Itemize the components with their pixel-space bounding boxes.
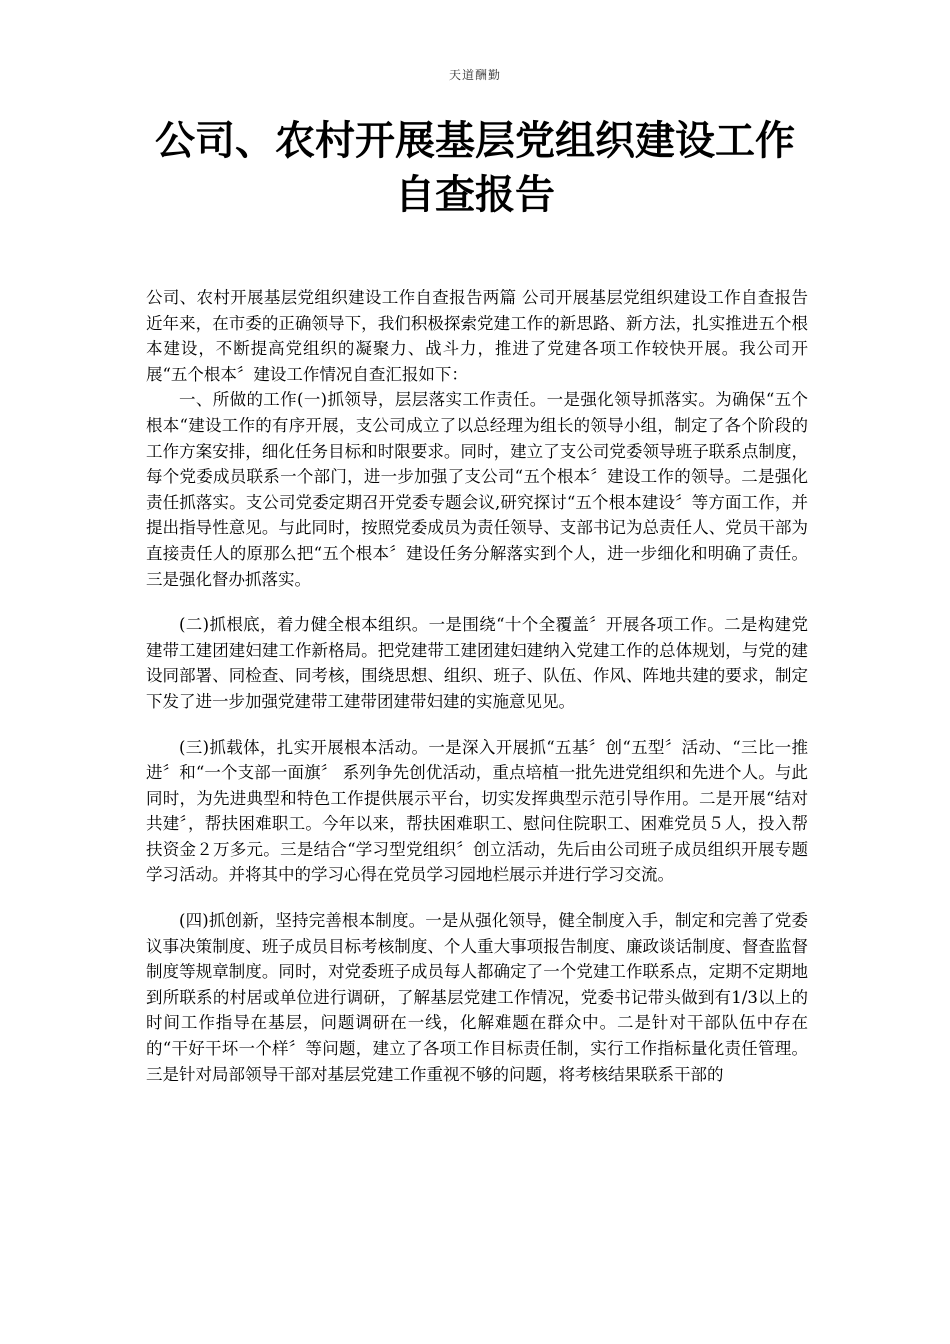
page-header: 天道酬勤 [448,68,501,82]
section-2-paragraph: (二)抓根底，着力健全根本组织。一是围绕“十个全覆盖〞开展各项工作。二是构建党建带工建团建妇建工作新格局。把党建带工建团建妇建纳入党建工作的总体规划，与党的建设同部署、同检查、同考核，围绕思想、组织、班子、队伍、作风、阵地共建的要求，制定下发了进一步加强党建带工建带团建带妇建的实施意见见。 [146,615,808,711]
section-4-paragraph: (四)抓创新，坚持完善根本制度。一是从强化领导，健全制度入手，制定和完善了党委议事决策制度、班子成员目标考核制度、个人重大事项报告制度、廉政谈话制度、督查监督制度等规章制度。同时，对党委班子成员每人都确定了一个党建工作联系点，定期不定期地到所联系的村居或单位进行调研，了解基层党建工作情况，党委书记带头做到有1/3以上的时间工作指导在基层，问题调研在一线，化解难题在群众中。二是针对干部队伍中存在的“干好干坏一个样〞等问题，建立了各项工作目标责任制，实行工作指标量化责任管理。三是针对局部领导干部对基层党建工作重视不够的问题，将考核结果联系干部的 [146,911,808,1084]
intro-paragraph: 公司、农村开展基层党组织建设工作自查报告两篇 公司开展基层党组织建设工作自查报告 近年来，在市委的正确领导下，我们积极探索党建工作的新思路、新方法，扎实推进五个根本建设，不断提高党组织的凝聚力、战斗力，推进了党建各项工作较快开展。我公司开展“五个根本〞建设工作情况自查汇报如下： [146,288,808,384]
section-1-paragraph: 一、所做的工作(一)抓领导，层层落实工作责任。一是强化领导抓落实。为确保“五个根本“建设工作的有序开展，支公司成立了以总经理为组长的领导小组，制定了各个阶段的工作方案安排，细化任务目标和时限要求。同时，建立了支公司党委领导班子联系点制度，每个党委成员联系一个部门，进一步加强了支公司“五个根本〞建设工作的领导。二是强化责任抓落实。支公司党委定期召开党委专题会议,研究探讨“五个根本建设〞等方面工作，并提出指导性意见。与此同时，按照党委成员为责任领导、支部书记为总责任人、党员干部为直接责任人的原那么把“五个根本〞建设任务分解落实到个人，进一步细化和明确了责任。三是强化督办抓落实。 [146,390,808,589]
document-title: 公司、农村开展基层党组织建设工作自查报告 [155,118,795,218]
section-3-paragraph: (三)抓载体，扎实开展根本活动。一是深入开展抓“五基〞创“五型〞活动、“三比一推进〞和“一个支部一面旗〞 系列争先创优活动，重点培植一批先进党组织和先进个人。与此同时，为先进典型和特色工作提供展示平台，切实发挥典型示范引导作用。二是开展“结对共建〞，帮扶困难职工。今年以来，帮扶困难职工、慰问住院职工、困难党员５人，投入帮扶资金２万多元。三是结合“学习型党组织〞创立活动，先后由公司班子成员组织开展专题学习活动。并将其中的学习心得在党员学习园地栏展示并进行学习交流。 [146,737,808,885]
document-body [146,285,808,1087]
